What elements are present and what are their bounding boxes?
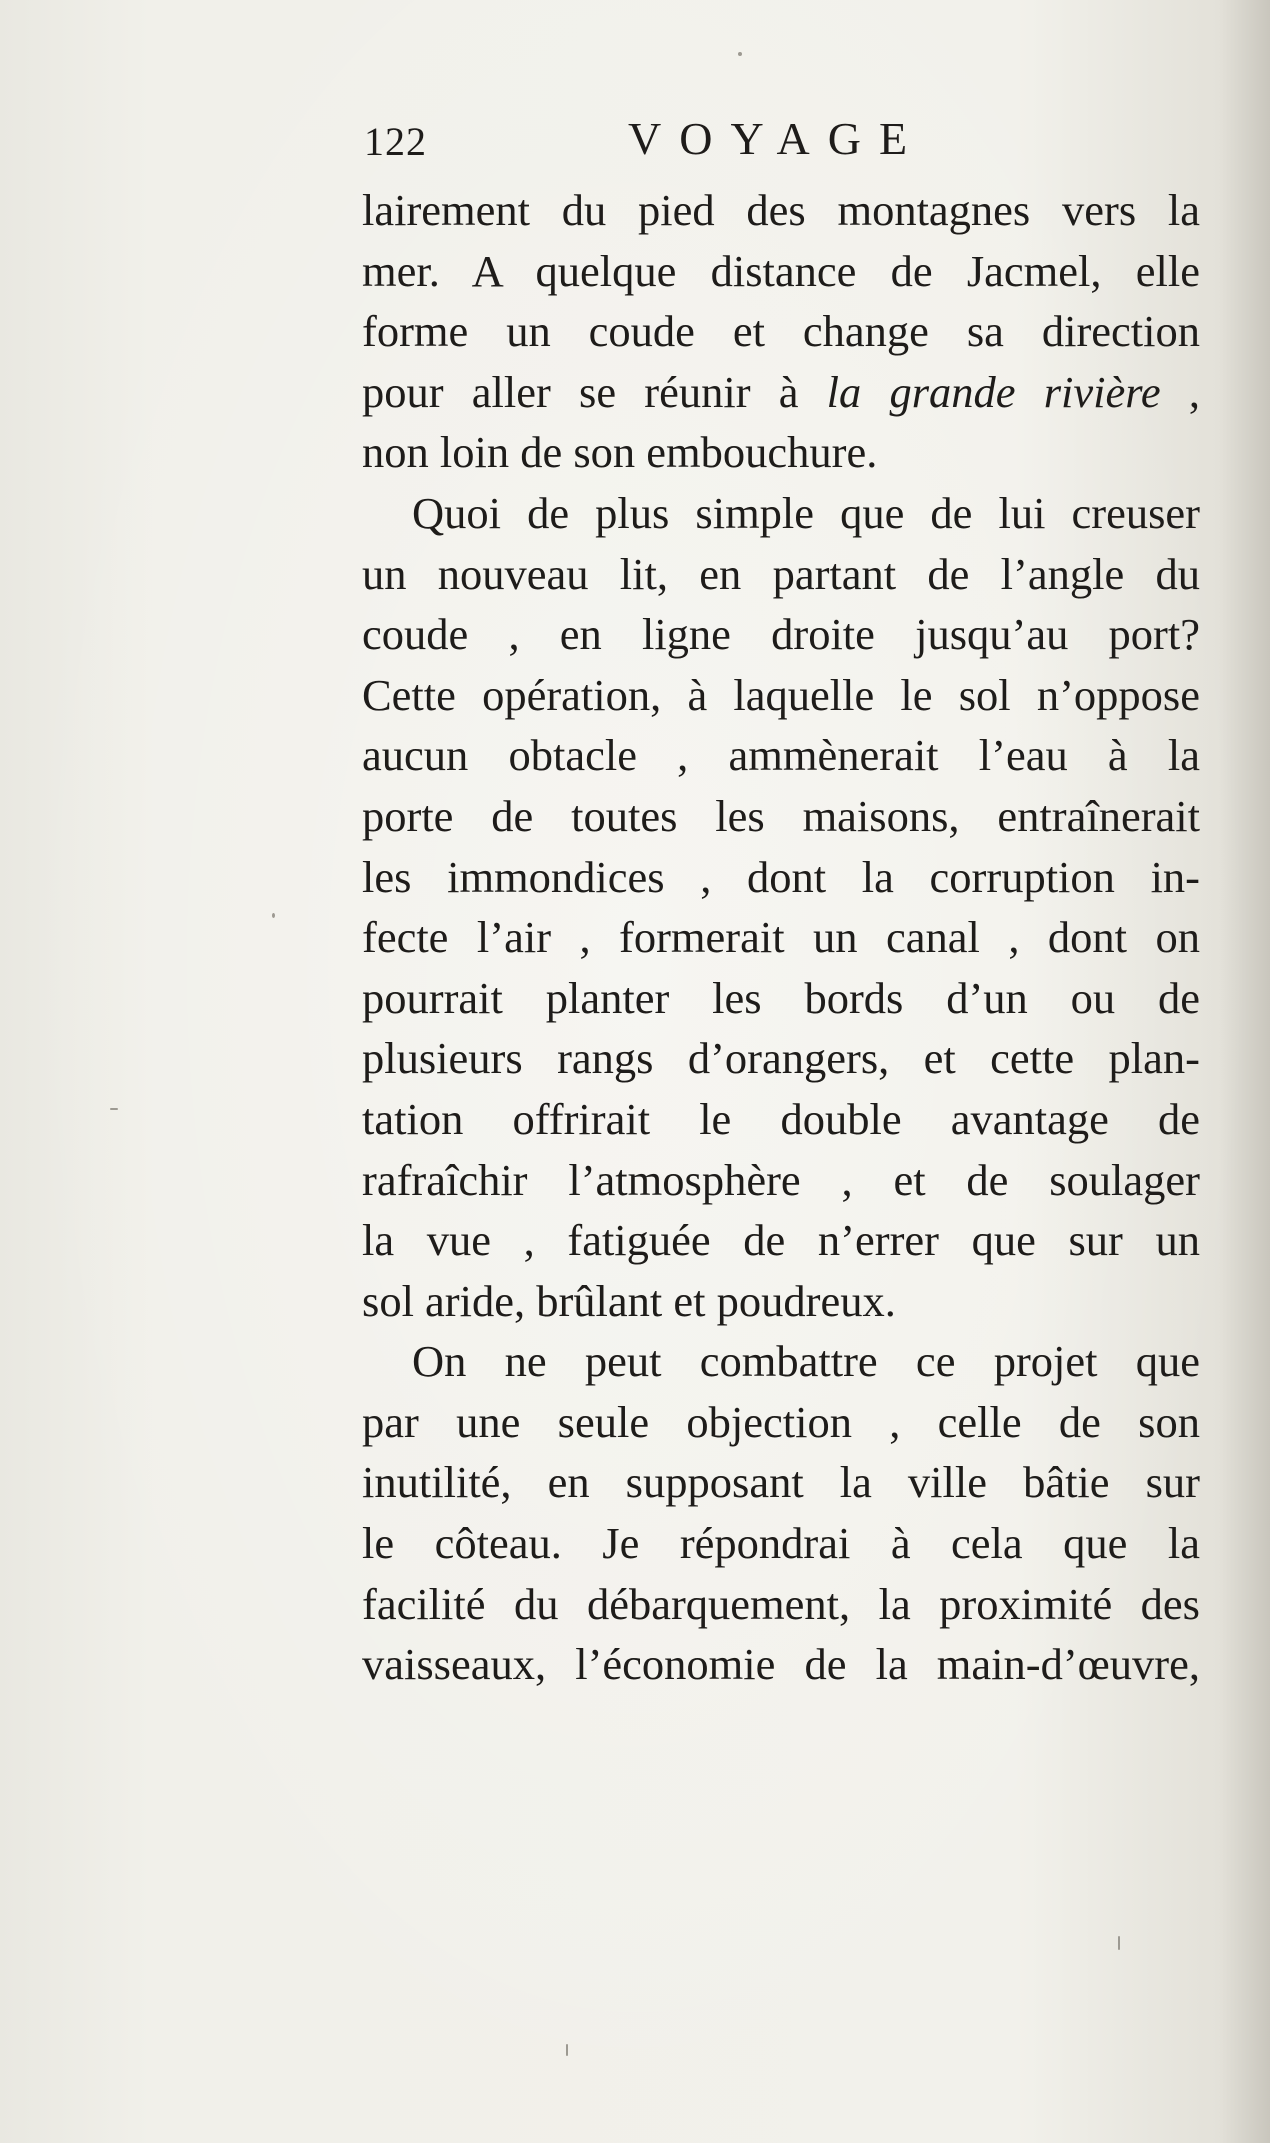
- paper-speck: [738, 52, 742, 56]
- text-line: porte de toutes les maisons, entraînerait: [362, 790, 1200, 841]
- text-line: facilité du débarquement, la proximité des: [362, 1578, 1200, 1629]
- page-number: 122: [364, 119, 427, 164]
- text-line: vaisseaux, l’économie de la main-d’œuvre,: [362, 1639, 1200, 1690]
- text-line: inutilité, en supposant la ville bâtie sur: [362, 1457, 1200, 1508]
- paragraph-end-line: sol aride, brûlant et poudreux.: [362, 1275, 896, 1326]
- paragraph-start-line: Quoi de plus simple que de lui creuser: [412, 487, 1200, 538]
- text-segment: ,: [1160, 366, 1200, 417]
- paper-speck: [566, 2044, 568, 2056]
- text-line: mer. A quelque distance de Jacmel, elle: [362, 245, 1200, 296]
- text-line: aucun obtacle , ammènerait l’eau à la: [362, 730, 1200, 781]
- paper-speck: [272, 913, 275, 918]
- text-line: le côteau. Je répondrai à cela que la: [362, 1518, 1200, 1569]
- text-line: forme un coude et change sa direction: [362, 306, 1200, 357]
- text-line: pourrait planter les bords d’un ou de: [362, 972, 1200, 1023]
- running-head: VOYAGE: [628, 113, 926, 164]
- text-line: un nouveau lit, en partant de l’angle du: [362, 548, 1200, 599]
- text-line: les immondices , dont la corruption in-: [362, 851, 1200, 902]
- text-line: lairement du pied des montagnes vers la: [362, 185, 1200, 235]
- text-line: tation offrirait le double avantage de: [362, 1093, 1200, 1144]
- text-line: plusieurs rangs d’orangers, et cette plan-: [362, 1033, 1200, 1084]
- text-line: rafraîchir l’atmosphère , et de soulager: [362, 1154, 1200, 1205]
- paper-speck: [110, 1108, 118, 1110]
- text-line: Cette opération, à laquelle le sol n’oppose: [362, 669, 1200, 720]
- paper-speck: [1118, 1936, 1120, 1950]
- text-line: coude , en ligne droite jusqu’au port?: [362, 609, 1200, 660]
- paragraph-start-line: On ne peut combattre ce projet que: [412, 1336, 1200, 1387]
- text-line: par une seule objection , celle de son: [362, 1396, 1200, 1447]
- body-text: [362, 180, 1200, 1695]
- text-line: fecte l’air , formerait un canal , dont on: [362, 912, 1200, 963]
- text-segment: pour aller se réunir à: [362, 366, 827, 417]
- page-header: [364, 112, 1200, 172]
- text-line: [362, 362, 1200, 423]
- text-line: la vue , fatiguée de n’errer que sur un: [362, 1215, 1200, 1266]
- italic-river-name: la grande rivière: [826, 366, 1161, 417]
- paragraph-end-line: non loin de son embouchure.: [362, 427, 878, 478]
